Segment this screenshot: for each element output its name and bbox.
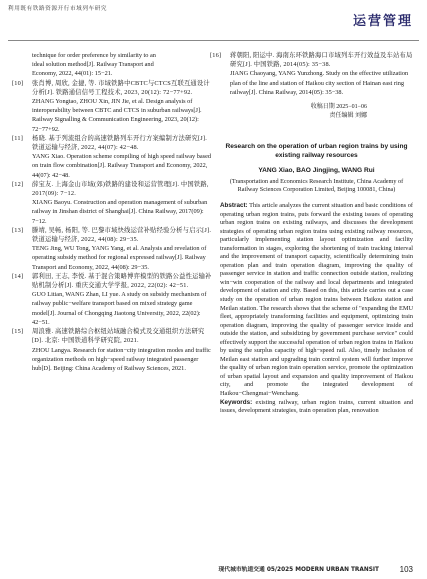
reference-14	[12, 272, 212, 327]
ref-zh: 杨晓. 基于列流组合的高速铁路列车开行方案编制方法研究[J]. 铁道运输与经济, 2022, 44(07): 42−48.	[32, 134, 207, 152]
ref-cont-line-1: technique for order preference by similarity to an	[32, 52, 156, 59]
ref-zh: 郭利田, 王志, 李悦. 基于混合策略博弈模型的铁路公益性运输补贴机制分析[J]. 重庆交通大学学报, 2022, 22(02): 42−51.	[32, 272, 212, 290]
english-affiliation: (Transportation and Economics Research Institute, China Academy of Railway Sciences Corporation Limited, Beijing 100081, China)	[229, 177, 404, 194]
reference-12	[12, 180, 212, 226]
header-divider	[8, 40, 419, 41]
ref-number: [14]	[12, 272, 24, 280]
ref-cont-line-3: Economy, 2022, 44(01): 15−21.	[32, 70, 113, 78]
ref-number: [10]	[12, 79, 24, 87]
left-column	[12, 51, 212, 373]
keywords-text: existing railway, urban region trains, current situation and issues, development strategies, train operation plan, renovation	[220, 398, 413, 415]
reference-13	[12, 226, 212, 272]
ref-en: YANG Xiao. Operation scheme compiling of high speed railway based on train flow combination[J]. Railway Transport and Economy, 2022, 44(07): 42−48.	[32, 153, 212, 179]
running-header: 利用既有铁路资源开行市域列车研究	[8, 6, 108, 12]
reference-16	[210, 51, 413, 97]
page-footer	[0, 561, 427, 573]
ref-cont-line-2: ideal solution method[J]. Railway Transport and	[32, 61, 154, 69]
ref-en: ZHANG Yongtao, ZHOU Xin, JIN Jie, et al. Design analysis of interoperability between CBTC and CTCS in suburban railways[J]. Railway Signalling & Communication Engineering, 2023, 20(12): 72−77+92.	[32, 98, 202, 133]
received-date: 收稿日期 2025−01−06	[310, 104, 367, 111]
ref-number: [15]	[12, 328, 24, 336]
ref-zh: 蒋朝阳, 阳运中. 海南东环铁路海口市域列车开行效益及车站布局研究[J]. 中国铁路, 2014(05): 35−38.	[230, 52, 413, 69]
ref-en: GUO Litian, WANG Zhan, LI yue. A study on subsidy mechanism of railway public−welfare transport based on mixed strategy game model[J]. Journal of Chongqing Jiaotong University, 2022, 22(02): 42−51.	[32, 291, 207, 326]
keywords-label: Keywords:	[220, 398, 253, 406]
abstract-label: Abstract:	[220, 202, 248, 209]
ref-en: JIANG Chaoyang, YANG Yunzhong. Study on the effective utilization plan of the line and station of Haikou city section of Hainan east ring railway[J]. China Railway, 2014(05): 35−38.	[230, 70, 409, 96]
ref-zh: 滕靖, 吴畅, 杨阳, 等. 巴黎市域快线运营补贴经验分析与启示[J]. 铁道运输与经济, 2022, 44(08): 29−35.	[32, 226, 212, 244]
ref-number: [16]	[210, 52, 222, 59]
reference-10	[12, 79, 212, 134]
english-authors: YANG Xiao, BAO Jingjing, WANG Rui	[258, 166, 375, 174]
ref-number: [11]	[12, 134, 24, 142]
ref-en: TENG Jing, WU Tong, YANG Yang, et al. Analysis and revelation of operating subsidy method for regional expressed railway[J]. Railway Transport and Economy, 2022, 44(08): 29−35.	[32, 245, 207, 271]
right-column	[210, 51, 413, 416]
reference-continued	[22, 51, 212, 79]
reference-11	[12, 134, 212, 180]
ref-en: ZHOU Langya. Research for station−city integration modes and traffic organization methods on high−speed railway integrated passenger hub[D]. Beijing: China Academy of Railway Sciences, 2021.	[32, 346, 211, 372]
ref-zh: 周浪雅. 高速铁路综合枢纽站域融合模式及交通组织方法研究[D]. 北京: 中国铁道科学研究院, 2021.	[32, 328, 205, 345]
section-title: 运营管理	[352, 14, 413, 29]
editorial-info	[220, 103, 413, 121]
ref-zh: 薛宝友. 上海金山市域(郊)铁路的建设和运营管理[J]. 中国铁路, 2017(09): 7−12.	[32, 180, 209, 198]
ref-number: [13]	[12, 226, 24, 234]
journal-name: 现代城市轨道交通 05/2025 MODERN URBAN TRANSIT	[218, 567, 379, 573]
ref-zh: 张肖博, 周欣, 金捷, 等. 市域铁路中CBTC与CTCS互联互通设计分析[J]. 铁路通信信号工程技术, 2023, 20(12): 72−77+92.	[32, 79, 210, 96]
responsible-editor: 责任编辑 刘娜	[329, 113, 367, 120]
abstract-text: This article analyzes the current situation and basic conditions of operating urban region trains, puts forward the existing issues of operating urban region trains on existing railways, and discusses the development strategies of operating urban region trains using existing railway resources, particularly implementing station layout optimization and facility transformation in stages, exploring the shortening of train tracking interval and the improvement of transport capacity, scientifically determining train operation plan and train operation diagram, improving the quality of passenger service in station and traffic connection outside station, realizing win−win cooperation of the railway and local departments and integrated development of station and city. Based on this, this article carries out a case study on the operation of urban region trains between Haikou station and Meilan station. The research shows that the scheme of "expanding the EMU fleet, appropriately transforming facilities and equipment, optimizing train operation diagram, improving the quality of passenger service inside and outside the station, and subsidizing by government purchase service" could effectively support the successful operation of urban region trains in Haikou by using the surplus capacity of high−speed rail. Also, timely inclusion of Meilan east station and upgrading train control system will further improve the quality of urban region train operation service, promote the optimization of urban spatial layout and expansion and quality improvement of Haikou city, and promote the integrated development of Haikou−Chengmai−Wenchang.	[220, 202, 413, 398]
english-title: Research on the operation of urban region trains by using existing railway resources	[225, 143, 408, 159]
english-keywords	[220, 399, 413, 416]
ref-en: XIANG Baoyu. Construction and operation management of suburban railway in Jinshan district of Shanghai[J]. China Railway, 2017(09): 7−12.	[32, 199, 208, 225]
page-number: 103	[399, 565, 413, 574]
ref-number: [12]	[12, 180, 24, 188]
reference-15	[12, 327, 212, 373]
english-abstract	[220, 202, 413, 399]
